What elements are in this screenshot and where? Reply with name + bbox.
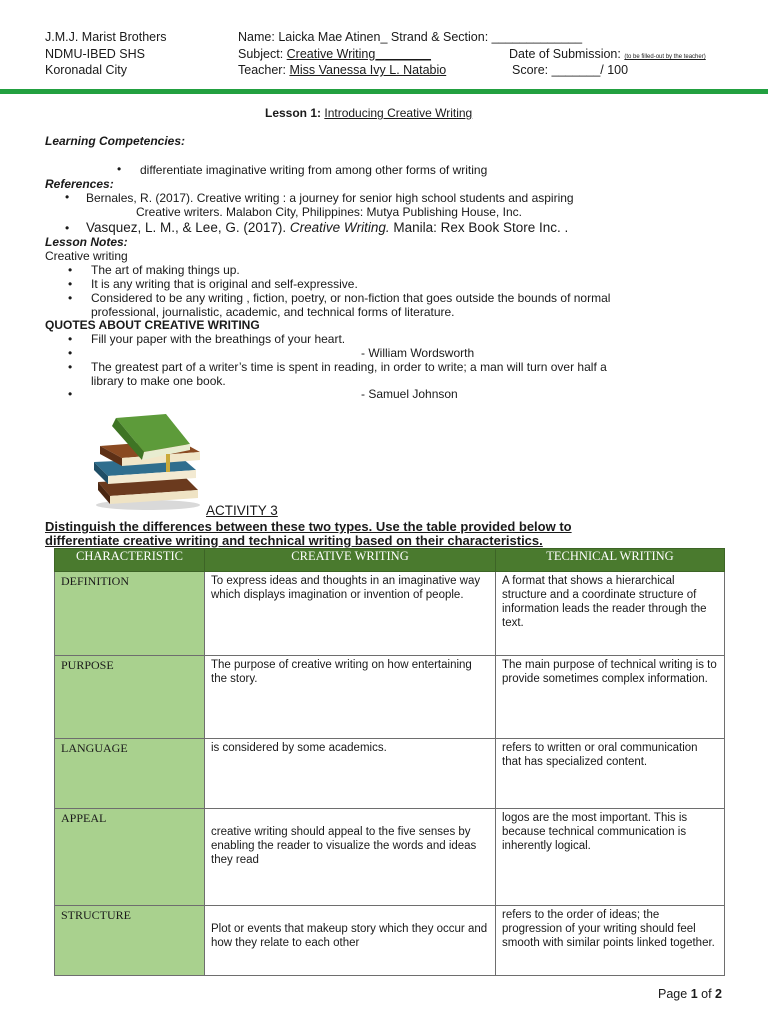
column-header-technical: TECHNICAL WRITING <box>496 549 725 572</box>
column-header-creative: CREATIVE WRITING <box>205 549 496 572</box>
technical-cell[interactable]: refers to written or oral communication that has specialized content. <box>496 739 725 809</box>
page-total: 2 <box>715 987 722 1001</box>
activity-instruction-line-2: differentiate creative writing and technical writing based on their characteristics. <box>45 533 543 548</box>
quotes-heading: QUOTES ABOUT CREATIVE WRITING <box>45 318 260 332</box>
subject-line <box>238 47 431 61</box>
characteristic-cell: DEFINITION <box>55 572 205 656</box>
characteristic-cell: PURPOSE <box>55 656 205 739</box>
reference-2 <box>86 220 568 235</box>
bullet-icon: • <box>65 221 70 235</box>
bullet-icon: • <box>117 162 122 176</box>
competencies-heading: Learning Competencies: <box>45 134 186 148</box>
activity-title <box>206 503 278 518</box>
table-header-row <box>55 549 725 572</box>
comparison-table <box>54 548 725 976</box>
bullet-icon: • <box>68 332 73 346</box>
reference-1-line-2: Creative writers. Malabon City, Philippines: Mutya Publishing House, Inc. <box>136 205 522 219</box>
name-label: Name: <box>238 30 275 44</box>
creative-cell[interactable]: creative writing should appeal to the five senses by enabling the reader to visualize the words and ideas they read <box>205 809 496 906</box>
lesson-name: Introducing Creative Writing <box>324 106 473 120</box>
column-header-characteristic: CHARACTERISTIC <box>55 549 205 572</box>
name-value: Laicka Mae Atinen_ <box>278 30 388 44</box>
books-stack-icon <box>86 412 211 512</box>
note-item-continued: professional, journalistic, academic, and technical forms of literature. <box>91 305 455 319</box>
page-indicator <box>658 987 722 1001</box>
reference-1-line-1: Bernales, R. (2017). Creative writing : a journey for senior high school students and aspiring <box>86 191 574 205</box>
teacher-label: Teacher: <box>238 63 286 77</box>
creative-cell[interactable]: To express ideas and thoughts in an imaginative way which displays imagination or invention of people. <box>205 572 496 656</box>
strand-label: Strand & Section: <box>390 30 489 44</box>
name-line <box>238 30 582 44</box>
teacher-value: Miss Vanessa Ivy L. Natabio <box>289 63 447 77</box>
page-number: 1 <box>690 987 698 1001</box>
creative-cell[interactable]: is considered by some academics. <box>205 739 496 809</box>
technical-cell[interactable]: The main purpose of technical writing is to provide sometimes complex information. <box>496 656 725 739</box>
quote-2-author: - Samuel Johnson <box>361 387 458 401</box>
quote-1-author: - William Wordsworth <box>361 346 475 360</box>
table-row <box>55 739 725 809</box>
reference-2-authors: Vasquez, L. M., & Lee, G. (2017). <box>86 220 290 235</box>
table-row <box>55 809 725 906</box>
lesson-notes-subheading: Creative writing <box>45 249 128 263</box>
table-row <box>55 906 725 976</box>
bullet-icon: • <box>68 291 73 305</box>
subject-label: Subject: <box>238 47 284 61</box>
characteristic-cell: APPEAL <box>55 809 205 906</box>
quote-2-line-2: library to make one book. <box>91 374 226 388</box>
page-word: Page <box>658 987 688 1001</box>
characteristic-cell: STRUCTURE <box>55 906 205 976</box>
note-item: It is any writing that is original and self-expressive. <box>91 277 358 291</box>
bullet-icon: • <box>68 346 73 360</box>
bullet-icon: • <box>65 190 70 204</box>
bullet-icon: • <box>68 387 73 401</box>
lesson-title <box>265 106 472 120</box>
city: Koronadal City <box>45 63 127 77</box>
technical-cell[interactable]: logos are the most important. This is because technical communication is inherently logical. <box>496 809 725 906</box>
reference-2-publisher: Manila: Rex Book Store Inc. . <box>389 220 569 235</box>
date-line <box>509 47 706 61</box>
reference-2-title: Creative Writing. <box>289 220 390 235</box>
subject-value: Creative Writing________ <box>286 47 431 61</box>
characteristic-cell: LANGUAGE <box>55 739 205 809</box>
of-word: of <box>701 987 712 1001</box>
note-item: Considered to be any writing , fiction, poetry, or non-fiction that goes outside the bounds of normal <box>91 291 611 305</box>
table-row <box>55 656 725 739</box>
creative-cell[interactable]: The purpose of creative writing on how entertaining the story. <box>205 656 496 739</box>
date-note: (to be filled-out by the teacher) <box>624 54 706 60</box>
department: NDMU-IBED SHS <box>45 47 146 61</box>
activity-instruction-line-1: Distinguish the differences between these two types. Use the table provided below to <box>45 519 572 534</box>
score-value: _______/ 100 <box>551 63 629 77</box>
quote-1: Fill your paper with the breathings of your heart. <box>91 332 346 346</box>
header-divider <box>0 89 768 94</box>
technical-cell[interactable]: refers to the order of ideas; the progression of your writing should feel smooth with similar points linked together. <box>496 906 725 976</box>
bullet-icon: • <box>68 277 73 291</box>
bullet-icon: • <box>68 360 73 374</box>
teacher-line <box>238 63 446 77</box>
activity-title-text: ACTIVITY 3 <box>206 503 278 518</box>
lesson-label: Lesson 1: <box>265 106 322 120</box>
creative-cell[interactable]: Plot or events that makeup story which they occur and how they relate to each other <box>205 906 496 976</box>
table-row <box>55 572 725 656</box>
technical-cell[interactable]: A format that shows a hierarchical structure and a coordinate structure of information leads the reader through the text. <box>496 572 725 656</box>
bullet-icon: • <box>68 263 73 277</box>
score-label: Score: <box>512 63 549 77</box>
lesson-notes-heading: Lesson Notes: <box>45 235 128 249</box>
date-label: Date of Submission: <box>509 47 621 61</box>
note-item: The art of making things up. <box>91 263 240 277</box>
references-heading: References: <box>45 177 114 191</box>
school-name: J.M.J. Marist Brothers <box>45 30 167 44</box>
quote-2-line-1: The greatest part of a writer’s time is spent in reading, in order to write; a man will turn over half a <box>91 360 607 374</box>
score-line <box>512 63 628 77</box>
competency-item: differentiate imaginative writing from among other forms of writing <box>140 163 488 177</box>
strand-blank: _____________ <box>491 30 583 44</box>
